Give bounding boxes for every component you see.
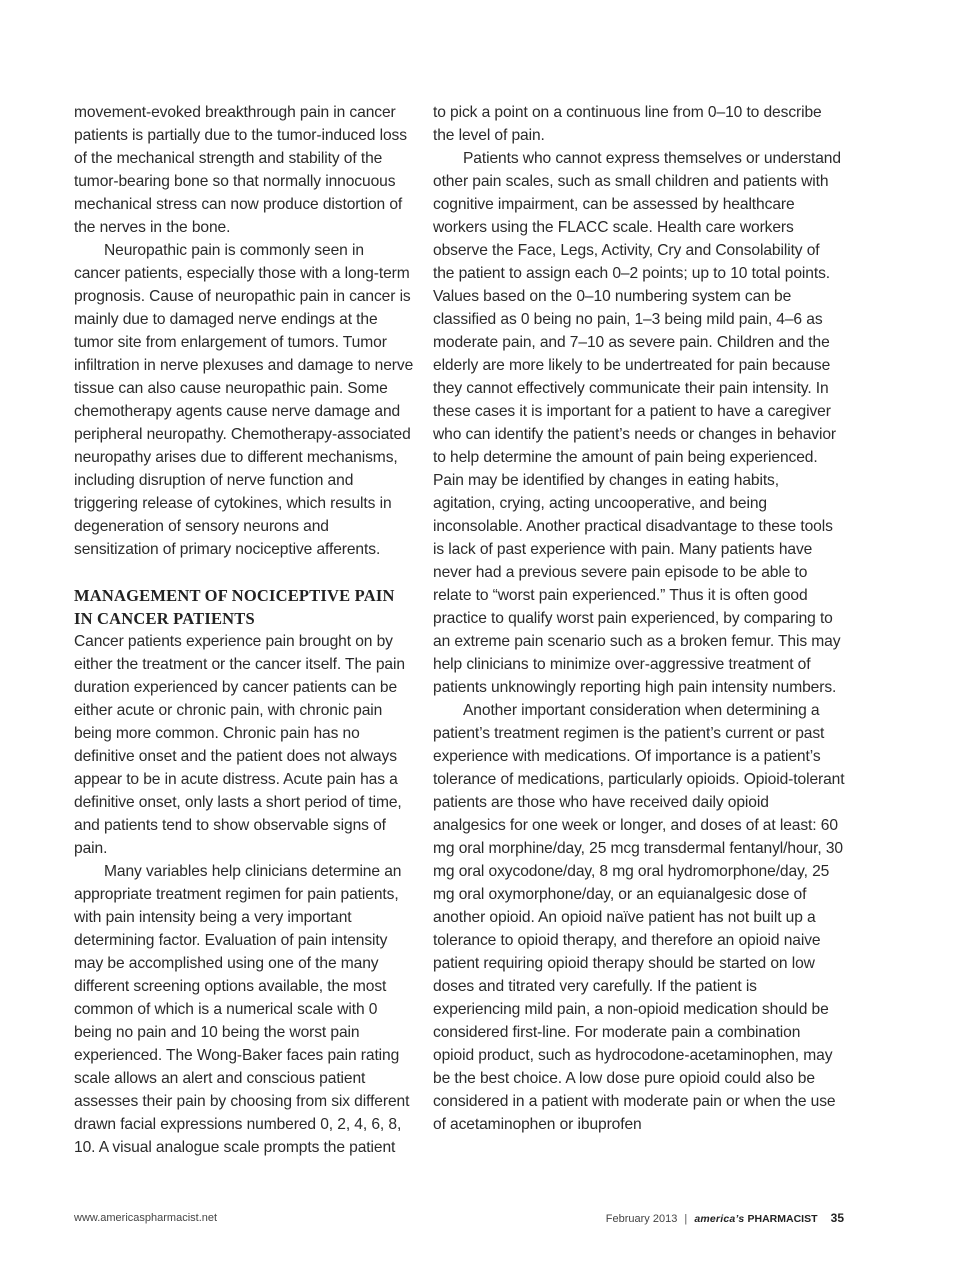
section-heading: MANAGEMENT OF NOCICEPTIVE PAIN IN CANCER PATIENTS (74, 586, 395, 628)
footer-separator: | (684, 1213, 688, 1225)
right-column (433, 101, 845, 1136)
page-footer (74, 1210, 844, 1226)
footer-url[interactable]: www.americaspharmacist.net (74, 1212, 218, 1224)
body-paragraph: Patients who cannot express themselves or understand other pain scales, such as small children and patients with cognitive impairment, can be assessed by healthcare workers using the FLACC scale. Health care workers observe the Face, Legs, Activity, Cry and Consolability of the patient to assign each 0–2 points; up to 10 total points. Values based on the 0–10 numbering system can be classified as 0 being no pain, 1–3 being mild pain, 4–6 as moderate pain, and 7–10 as severe pain. Children and the elderly are more likely to be undertreated for pain because they cannot effectively communicate their pain intensity. In these cases it is important for a patient to have a caregiver who can identify the patient’s needs or changes in behavior to help determine the amount of pain being experienced. Pain may be identified by changes in eating habits, agitation, crying, acting uncooperative, and being inconsolable. Another practical disadvantage to these tools is lack of past experience with pain. Many patients have never had a previous severe pain episode to be able to relate to “worst pain experienced.” Thus it is often good practice to qualify worst pain experienced, by comparing to an extreme pain scenario such as a broken femur. This may help clinicians to minimize over-aggressive treatment of patients unknowingly reporting high pain intensity numbers. (433, 150, 841, 696)
body-paragraph: movement-evoked breakthrough pain in cancer patients is partially due to the tumor-induced loss of the mechanical strength and stability of the tumor-bearing bone so that normally innocuous mechanical stress can now produce distortion of the nerves in the bone. (74, 104, 407, 236)
publication-title: PHARMACIST (747, 1213, 818, 1225)
footer-issue-info (606, 1210, 844, 1227)
publication-prefix: america’s (694, 1213, 745, 1225)
body-paragraph: Many variables help clinicians determine an appropriate treatment regimen for pain patients, with pain intensity being a very important determining factor. Evaluation of pain intensity may be accomplished using one of the many different screening options available, the most common of which is a numerical scale with 0 being no pain and 10 being the worst pain experienced. The Wong-Baker faces pain rating scale allows an alert and conscious patient assesses their pain by choosing from six different drawn facial expressions numbered 0, 2, 4, 6, 8, 10. A visual analogue scale prompts the patient (74, 863, 410, 1156)
left-column (74, 101, 414, 1159)
body-paragraph: Cancer patients experience pain brought on by either the treatment or the cancer itself. The pain duration experienced by cancer patients can be either acute or chronic pain, with chronic pain being more common. Chronic pain has no definitive onset and the patient does not always appear to be in acute distress. Acute pain has a definitive onset, only lasts a short period of time, and patients tend to show observable signs of pain. (74, 633, 405, 857)
publication-name (694, 1213, 820, 1225)
body-paragraph: Another important consideration when determining a patient’s treatment regimen is the patient’s current or past experience with medications. Of importance is a patient’s tolerance of medications, particularly opioids. Opioid-tolerant patients are those who have received daily opioid analgesics for one week or longer, and doses of at least: 60 mg oral morphine/day, 25 mcg transdermal fentanyl/hour, 30 mg oral oxycodone/day, 8 mg oral hydromorphone/day, 25 mg oral oxymorphone/day, or an equianalgesic dose of another opioid. An opioid naïve patient has not built up a tolerance to opioid therapy, and therefore an opioid naive patient requiring opioid therapy should be started on low doses and titrated very carefully. If the patient is experiencing mild pain, a non-opioid medication should be considered first-line. For moderate pain a combination opioid product, such as hydrocodone-acetaminophen, may be the best choice. A low dose pure opioid could also be considered in a patient with moderate pain or when the use of acetaminophen or ibuprofen (433, 702, 845, 1133)
footer-date: February 2013 (605, 1213, 678, 1225)
body-paragraph: Neuropathic pain is commonly seen in cancer patients, especially those with a long-term prognosis. Cause of neuropathic pain in cancer is mainly due to damaged nerve endings at the tumor site from enlargement of tumors. Tumor infiltration in nerve plexuses and damage to nerve tissue can also cause neuropathic pain. Some chemotherapy agents cause nerve damage and peripheral neuropathy. Chemotherapy-associated neuropathy arises due to different mechanisms, including disruption of nerve function and triggering release of cytokines, which results in degeneration of sensory neurons and sensitization of primary nociceptive afferents. (74, 242, 414, 558)
page-number: 35 (830, 1211, 844, 1225)
body-paragraph: to pick a point on a continuous line from 0–10 to describe the level of pain. (433, 104, 822, 144)
